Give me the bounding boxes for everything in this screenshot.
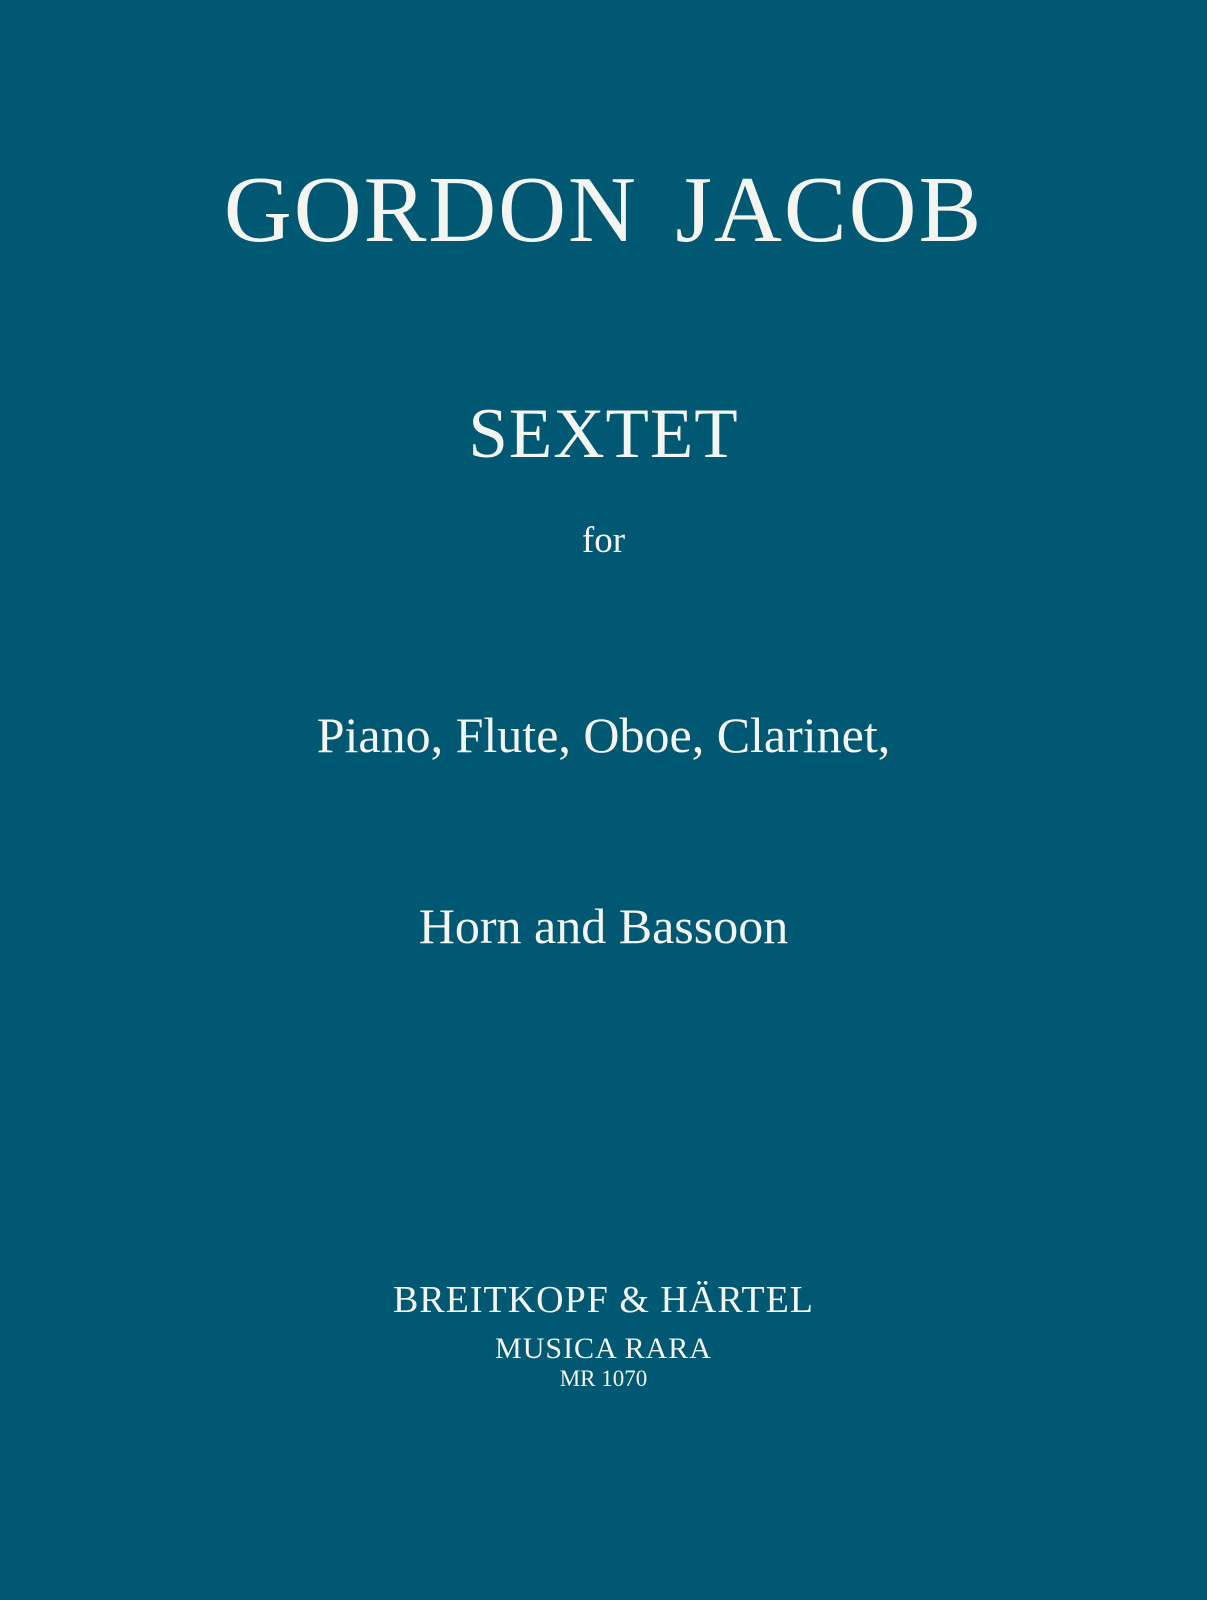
instrumentation-line-2: Horn and Bassoon xyxy=(418,897,789,954)
catalog-number: MR 1070 xyxy=(559,1366,648,1391)
imprint-name: MUSICA RARA xyxy=(495,1332,712,1365)
instrumentation-line-1: Piano, Flute, Oboe, Clarinet, xyxy=(316,707,891,763)
for-label: for xyxy=(581,520,626,561)
publisher-name: BREITKOPF & HÄRTEL xyxy=(392,1279,815,1321)
instrumentation xyxy=(0,577,1207,1085)
work-title: SEXTET xyxy=(468,395,739,473)
composer-name: GORDON JACOB xyxy=(223,158,984,262)
